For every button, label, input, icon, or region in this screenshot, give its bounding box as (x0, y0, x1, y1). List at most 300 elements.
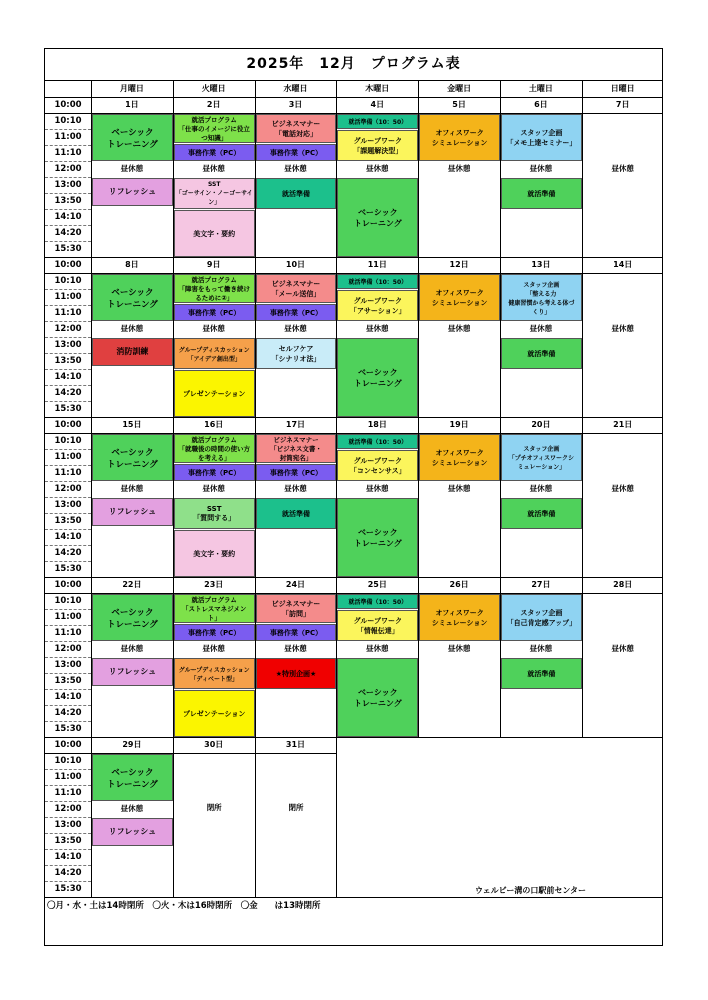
program-block (92, 274, 173, 321)
program-block-line: 「ビジネス文書・ (270, 445, 322, 454)
time-slot-label: 12:00 (54, 324, 82, 334)
program-block-line: 消防訓練 (116, 347, 149, 357)
row-line (45, 881, 91, 882)
date-label: 25日 (367, 580, 387, 589)
time-slot-label: 14:10 (54, 212, 82, 222)
date-label: 30日 (204, 740, 224, 749)
date-label: 17日 (285, 420, 306, 429)
time-slot-label: 10:10 (54, 116, 82, 126)
program-block-line: リフレッシュ (108, 667, 157, 677)
row-line (45, 657, 91, 658)
row-line (45, 401, 91, 402)
program-block-line: スタッフ企画 (520, 608, 563, 617)
program-block-line: SST (206, 504, 222, 513)
program-block (92, 178, 173, 206)
program-block (337, 290, 418, 321)
program-block (174, 304, 255, 321)
program-block-line: つ知識」 (201, 134, 228, 143)
program-block (174, 594, 255, 623)
program-block-line: トレーニング (353, 218, 402, 228)
program-block-line: 事務作業（PC） (269, 148, 323, 157)
program-block-line: ベーシック (111, 767, 154, 778)
time-slot-label: 13:00 (54, 660, 82, 670)
program-block-line: トレーニング (106, 459, 158, 470)
program-block (256, 658, 337, 689)
program-block-line: 就活準備 (527, 669, 556, 678)
time-slot-label: 12:00 (54, 164, 82, 174)
program-block (92, 434, 173, 481)
time-slot-label: 14:20 (54, 708, 82, 718)
time-slot-label: 15:30 (54, 564, 82, 574)
program-block-line: 事務作業（PC） (188, 308, 241, 317)
lunch-break: 昼休憩 (366, 484, 389, 494)
program-block-line: ビジネスマナー (271, 119, 321, 128)
program-block-line: ベーシック (357, 687, 398, 697)
time-slot-label: 10:10 (54, 436, 82, 446)
program-block (174, 754, 255, 897)
date-label: 9日 (206, 260, 221, 269)
date-label: 8日 (125, 260, 139, 269)
lunch-break: 昼休憩 (120, 804, 144, 814)
program-block-line: 事務作業（PC） (188, 148, 241, 157)
program-block (92, 754, 173, 801)
program-block-line: グループワーク (353, 296, 403, 305)
date-label: 20日 (531, 420, 551, 429)
program-block-line: 「ゴーサイン・ノーゴーサイン」 (175, 190, 253, 206)
program-block (337, 114, 418, 129)
program-block-line: 就活準備（10：50） (348, 599, 408, 606)
lunch-break: 昼休憩 (284, 164, 307, 174)
time-slot-label: 14:20 (54, 548, 82, 558)
program-block (174, 658, 255, 689)
program-block-line: プレゼンテーション (182, 389, 246, 398)
program-block (501, 178, 582, 209)
program-block (501, 338, 582, 369)
program-block (337, 610, 418, 641)
date-label: 15日 (122, 420, 142, 429)
time-slot-label: 11:10 (54, 628, 82, 638)
program-block (256, 434, 337, 463)
date-label: 19日 (449, 420, 469, 429)
time-slot-label: 15:30 (54, 884, 82, 894)
program-block (256, 304, 337, 321)
program-block-line: 就活準備（10：50） (348, 119, 408, 126)
program-block (92, 498, 173, 526)
program-block-line: ビジネスマナー (271, 599, 321, 608)
lunch-break: 昼休憩 (447, 644, 471, 654)
lunch-break: 昼休憩 (366, 164, 389, 174)
row-line (45, 353, 91, 354)
program-block-line: 就活プログラム (191, 436, 237, 445)
program-block-line: グループディスカッション (178, 666, 250, 674)
program-block-line: トレーニング (106, 619, 158, 630)
program-block-line: 「訪問」 (281, 609, 310, 618)
program-block-line: 就活プログラム (191, 116, 237, 125)
program-block (501, 658, 582, 689)
time-slot-label: 11:00 (54, 772, 82, 782)
program-block (256, 624, 337, 641)
time-slot-label: 13:00 (54, 820, 82, 830)
week-divider (45, 737, 662, 738)
program-block (337, 274, 418, 289)
program-block-line: スタッフ企画 (523, 446, 560, 453)
program-block-line: 「コンセンサス」 (349, 466, 406, 475)
program-block-line: 「就職後の時間の使い方 (178, 445, 250, 454)
time-slot-label: 14:10 (54, 372, 82, 382)
row-line (45, 641, 91, 642)
program-block-line: 事務作業（PC） (188, 628, 241, 637)
row-line (45, 177, 91, 178)
program-block-line: 就活準備 (281, 509, 310, 518)
date-label: 16日 (204, 420, 224, 429)
time-slot-label: 11:10 (54, 468, 82, 478)
row-line (45, 129, 91, 130)
program-block (256, 178, 337, 209)
lunch-break: 昼休憩 (120, 324, 144, 334)
program-block (174, 690, 255, 737)
row-line (45, 721, 91, 722)
program-block (501, 594, 582, 641)
week-divider (45, 417, 662, 418)
program-block (419, 434, 500, 481)
page-title: 2025年 12月 プログラム表 (45, 49, 662, 81)
row-line (45, 625, 91, 626)
program-block-line: 「仕事のイメージに役立 (178, 125, 250, 134)
row-line (45, 529, 91, 530)
lunch-break: 昼休憩 (611, 644, 634, 654)
lunch-break: 昼休憩 (529, 644, 553, 654)
row-line (45, 561, 91, 562)
program-block-line: ベーシック (111, 447, 154, 458)
time-slot-label: 14:20 (54, 228, 82, 238)
program-block-line: ビジネスマナー (273, 436, 319, 445)
row-line (45, 321, 91, 322)
program-block (337, 498, 418, 577)
time-slot-label: 13:50 (54, 836, 82, 846)
lunch-break: 昼休憩 (202, 324, 225, 334)
program-block (501, 274, 582, 321)
program-block-line: 「プチオフィスワークシ (508, 455, 575, 462)
date-label: 11日 (367, 260, 387, 269)
program-block-line: シミュレーション (431, 618, 488, 627)
lunch-break: 昼休憩 (202, 164, 225, 174)
time-slot-label: 13:50 (54, 196, 82, 206)
lunch-break: 昼休憩 (284, 484, 307, 494)
row-line (45, 481, 91, 482)
program-block-line: 「障害をもって働き続け (178, 285, 250, 294)
program-block-line: 就活プログラム (191, 596, 237, 605)
program-block-line: 就活準備 (527, 349, 556, 358)
program-block (256, 498, 337, 529)
time-slot-label: 15:30 (54, 724, 82, 734)
program-block-line: オフィスワーク (435, 288, 484, 297)
date-label: 24日 (285, 580, 306, 589)
program-block-line: リフレッシュ (108, 187, 157, 197)
program-block (337, 434, 418, 449)
date-label: 27日 (531, 580, 551, 589)
program-block-line: SST (207, 181, 221, 188)
time-slot-label: 13:50 (54, 516, 82, 526)
date-label: 21日 (613, 420, 633, 429)
program-block (92, 338, 173, 366)
program-block-line: を考える」 (197, 454, 231, 463)
program-block-line: グループワーク (353, 616, 403, 625)
program-block-line: リフレッシュ (108, 827, 157, 837)
time-slot-label: 11:10 (54, 788, 82, 798)
program-block-line: 「シナリオ法」 (271, 354, 321, 363)
program-block (174, 498, 255, 529)
program-block-line: スタッフ企画 (520, 128, 563, 137)
program-block-line: オフィスワーク (435, 448, 484, 457)
lunch-break: 昼休憩 (611, 484, 634, 494)
time-slot-label: 10:10 (54, 276, 82, 286)
day-header: 火曜日 (201, 84, 226, 93)
column-line (582, 81, 583, 737)
date-label: 12日 (449, 260, 469, 269)
program-block-line: ★特別企画★ (275, 669, 317, 678)
time-slot-label: 11:10 (54, 148, 82, 158)
program-block (174, 210, 255, 257)
date-label: 13日 (531, 260, 551, 269)
program-block (174, 144, 255, 161)
program-block-line: シミュレーション (431, 458, 488, 467)
program-block-line: プレゼンテーション (182, 709, 246, 718)
time-slot-label: 10:10 (54, 596, 82, 606)
program-block (174, 114, 255, 143)
program-block (174, 338, 255, 369)
time-slot-label: 14:20 (54, 388, 82, 398)
week-divider (45, 577, 662, 578)
program-block-line: シミュレーション (431, 138, 488, 147)
program-block-line: 閉所 (206, 803, 222, 812)
date-label: 5日 (452, 100, 466, 109)
week-divider (45, 257, 662, 258)
program-block-line: グループワーク (353, 456, 403, 465)
program-block (337, 178, 418, 257)
lunch-break: 昼休憩 (120, 164, 144, 174)
time-slot-label: 15:30 (54, 404, 82, 414)
day-header: 水曜日 (283, 84, 308, 93)
date-label: 10日 (285, 260, 306, 269)
row-line (45, 801, 91, 802)
time-slot-label: 10:10 (54, 756, 82, 766)
program-block-line: ベーシック (111, 287, 154, 298)
date-label: 28日 (613, 580, 633, 589)
program-block (174, 370, 255, 417)
program-block-line: トレーニング (353, 698, 402, 708)
lunch-break: 昼休憩 (202, 484, 225, 494)
program-block-line: 美文字・要約 (193, 549, 236, 558)
date-label: 22日 (122, 580, 142, 589)
program-block-line: 事務作業（PC） (188, 468, 241, 477)
date-label: 31日 (285, 740, 306, 749)
date-label: 4日 (370, 100, 385, 109)
program-block (501, 498, 582, 529)
row-line (45, 369, 91, 370)
time-slot-label: 14:20 (54, 868, 82, 878)
row-line (45, 545, 91, 546)
row-line (45, 865, 91, 866)
lunch-break: 昼休憩 (447, 484, 471, 494)
row-line (45, 849, 91, 850)
program-block-line: グループワーク (353, 136, 403, 145)
program-block-line: 「情報伝達」 (356, 626, 399, 635)
program-block-line: 就活準備 (281, 189, 310, 198)
program-block-line: 事務作業（PC） (269, 308, 323, 317)
program-block-line: 「ストレスマネジメン (181, 605, 247, 614)
date-label: 7日 (615, 100, 630, 109)
time-slot-label: 13:00 (54, 180, 82, 190)
row-line (45, 705, 91, 706)
row-line (45, 785, 91, 786)
program-block-line: 「ディベート型」 (190, 675, 238, 683)
time-slot-label: 13:00 (54, 500, 82, 510)
row-line (45, 337, 91, 338)
program-block-line: くり」 (532, 308, 551, 316)
row-line (45, 289, 91, 290)
program-block-line: 「メモ上達セミナー」 (506, 138, 577, 147)
row-line (45, 385, 91, 386)
program-block-line: 封筒宛名」 (279, 454, 313, 463)
program-block (256, 274, 337, 303)
date-label: 29日 (122, 740, 142, 749)
program-block-line: 「アイデア創出型」 (187, 355, 241, 363)
program-block-line: ミュレーション」 (517, 464, 566, 471)
time-slot-label: 10:00 (54, 100, 82, 110)
program-block-line: セルフケア (278, 344, 314, 353)
program-block (419, 274, 500, 321)
program-block-line: グループディスカッション (178, 346, 250, 354)
program-block (256, 114, 337, 143)
time-slot-label: 12:00 (54, 644, 82, 654)
program-block (337, 658, 418, 737)
program-block (174, 624, 255, 641)
grid-bottom (45, 897, 662, 898)
time-slot-label: 13:00 (54, 340, 82, 350)
time-slot-label: 14:10 (54, 692, 82, 702)
row-line (45, 673, 91, 674)
time-slot-label: 12:00 (54, 804, 82, 814)
date-label: 23日 (204, 580, 224, 589)
program-block-line: ベーシック (357, 207, 398, 217)
day-header: 月曜日 (119, 84, 144, 93)
program-block-line: 就活準備（10：50） (348, 439, 408, 446)
center-name: ウェルビー溝の口駅前センター (475, 886, 587, 895)
program-block (419, 594, 500, 641)
program-block (337, 450, 418, 481)
time-slot-label: 13:50 (54, 676, 82, 686)
week-divider (45, 97, 662, 98)
lunch-break: 昼休憩 (120, 644, 144, 654)
row-line (45, 833, 91, 834)
program-block (174, 434, 255, 463)
program-block (256, 464, 337, 481)
row-line (45, 609, 91, 610)
program-block-line: 就活準備（10：50） (348, 279, 408, 286)
program-block-line: スタッフ企画 (523, 281, 560, 289)
time-slot-label: 11:00 (54, 132, 82, 142)
day-header: 土曜日 (528, 84, 553, 93)
program-block-line: ベーシック (111, 127, 154, 138)
time-slot-label: 11:00 (54, 612, 82, 622)
lunch-break: 昼休憩 (611, 324, 634, 334)
row-line (45, 449, 91, 450)
program-block (501, 114, 582, 161)
row-line (45, 241, 91, 242)
time-slot-label: 11:00 (54, 452, 82, 462)
program-block-line: 事務作業（PC） (269, 468, 323, 477)
time-slot-label: 13:50 (54, 356, 82, 366)
row-line (45, 209, 91, 210)
program-block (174, 274, 255, 303)
program-block-line: 「質問する」 (193, 513, 236, 522)
time-slot-label: 11:10 (54, 308, 82, 318)
lunch-break: 昼休憩 (529, 484, 553, 494)
date-label: 3日 (288, 100, 303, 109)
lunch-break: 昼休憩 (611, 164, 634, 174)
time-slot-label: 11:00 (54, 292, 82, 302)
program-block (256, 338, 337, 369)
program-block (501, 434, 582, 481)
program-block (174, 530, 255, 577)
time-slot-label: 15:30 (54, 244, 82, 254)
program-block-line: トレーニング (106, 139, 158, 150)
row-line (45, 465, 91, 466)
program-block (92, 114, 173, 161)
row-line (45, 305, 91, 306)
lunch-break: 昼休憩 (284, 324, 307, 334)
program-block-line: 「メール送信」 (271, 289, 321, 298)
program-block (174, 464, 255, 481)
time-slot-label: 14:10 (54, 532, 82, 542)
program-block (337, 338, 418, 417)
row-line (45, 193, 91, 194)
program-block-line: 就活準備 (527, 189, 556, 198)
lunch-break: 昼休憩 (447, 164, 471, 174)
program-block-line: トレーニング (353, 378, 402, 388)
program-block-line: るために②」 (195, 294, 234, 303)
schedule-sheet (44, 48, 663, 946)
date-label: 6日 (534, 100, 548, 109)
program-block-line: 就活プログラム (191, 276, 237, 285)
lunch-break: 昼休憩 (366, 644, 389, 654)
program-block (337, 130, 418, 161)
day-header: 木曜日 (365, 84, 390, 93)
lunch-break: 昼休憩 (366, 324, 389, 334)
row-line (45, 225, 91, 226)
row-line (45, 513, 91, 514)
time-slot-label: 10:00 (54, 580, 82, 590)
lunch-break: 昼休憩 (447, 324, 471, 334)
program-block-line: トレーニング (353, 538, 402, 548)
closing-hours-note: 〇月・水・土は14時閉所 〇火・木は16時閉所 〇金 は13時閉所 (47, 901, 321, 911)
lunch-break: 昼休憩 (529, 164, 553, 174)
row-line (45, 145, 91, 146)
program-block-line: シミュレーション (431, 298, 488, 307)
program-block-line: 「アサーション」 (349, 306, 406, 315)
program-block (92, 818, 173, 846)
row-line (45, 769, 91, 770)
program-block-line: ト」 (207, 614, 221, 623)
time-slot-label: 10:00 (54, 260, 82, 270)
program-block (256, 754, 337, 897)
program-block-line: 就活準備 (527, 509, 556, 518)
time-slot-label: 12:00 (54, 484, 82, 494)
time-slot-label: 10:00 (54, 740, 82, 750)
date-label: 18日 (367, 420, 387, 429)
row-line (45, 817, 91, 818)
program-block (256, 144, 337, 161)
